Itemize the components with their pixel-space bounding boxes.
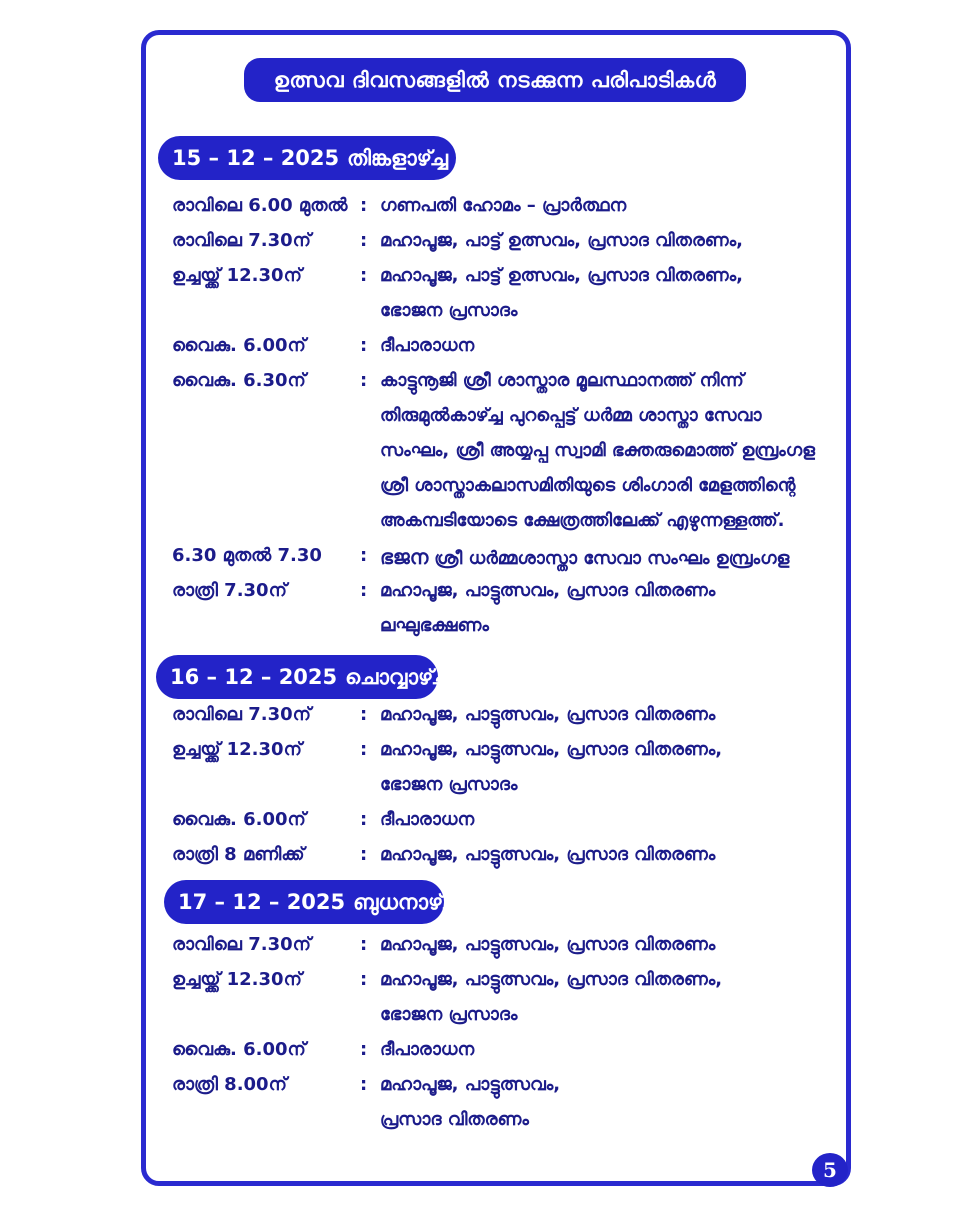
schedule-row [172,844,832,878]
schedule-row [172,545,832,579]
row-colon: : [360,1074,368,1095]
row-desc: ഭോജന പ്രസാദം [380,300,518,321]
schedule-row [172,475,832,509]
row-desc: ദീപാരാധന [380,1039,475,1060]
row-desc: ദീപാരാധന [380,335,475,356]
row-colon: : [360,580,368,601]
row-desc: അകമ്പടിയോടെ ക്ഷേത്രത്തിലേക്ക് എഴുന്നള്ളത്ത്. [380,510,785,531]
day-header-16-12 [156,655,450,699]
row-desc: മഹാപൂജ, പാട്ടുത്സവം, പ്രസാദ വിതരണം [380,580,716,601]
row-colon: : [360,335,368,356]
row-desc: ശ്രീ ശാസ്താകലാസമിതിയുടെ ശിംഗാരി മേളത്തിന്റെ [380,475,796,496]
row-desc: തിരുമുൽകാഴ്ച്ച പുറപ്പെട്ട് ധർമ്മ ശാസ്താ സേവാ [380,405,762,426]
row-time: ഉച്ചയ്ക്ക് 12.30ന് [172,969,302,990]
row-time: രാവിലെ 7.30ന് [172,704,311,725]
schedule-row [172,195,832,229]
row-colon: : [360,1039,368,1060]
row-colon: : [360,739,368,760]
row-time: വൈകു. 6.00ന് [172,1039,306,1060]
row-desc: മഹാപൂജ, പാട്ടുത്സവം, പ്രസാദ വിതരണം [380,704,716,725]
row-desc: ഭോജന പ്രസാദം [380,1004,518,1025]
schedule-row [172,370,832,404]
schedule-row [172,934,832,968]
row-desc: സംഘം, ശ്രീ അയ്യപ്പ സ്വാമി ഭക്തരുമൊത്ത് ഉമ്പ്രംഗള [380,440,815,461]
row-time: ഉച്ചയ്ക്ക് 12.30ന് [172,739,302,760]
schedule-row [172,1039,832,1073]
day-header-15-12 [158,136,456,180]
schedule-row [172,704,832,738]
row-desc: മഹാപൂജ, പാട്ട് ഉത്സവം, പ്രസാദ വിതരണം, [380,230,743,251]
page-number: 5 [812,1153,848,1187]
row-desc: പ്രസാദ വിതരണം [380,1109,529,1130]
row-time: രാത്രി 8.00ന് [172,1074,287,1095]
row-desc: ദീപാരാധന [380,809,475,830]
schedule-row [172,265,832,299]
schedule-row [172,774,832,808]
row-desc: മഹാപൂജ, പാട്ടുത്സവം, [380,1074,561,1095]
schedule-row [172,809,832,843]
row-time: 6.30 മുതൽ 7.30 [172,545,322,566]
schedule-row [172,230,832,264]
row-colon: : [360,370,368,391]
day-weekday: ചൊവ്വാഴ്ച്ച [345,664,450,689]
row-desc: മഹാപൂജ, പാട്ടുത്സവം, പ്രസാദ വിതരണം, [380,969,723,990]
row-time: രാവിലെ 7.30ന് [172,934,311,955]
row-colon: : [360,545,368,566]
day-date: 15 – 12 – 2025 [172,146,340,170]
row-time: വൈകു. 6.00ന് [172,809,306,830]
row-desc-text: ശ്രീ ധർമ്മശാസ്താ സേവാ സംഘം ഉമ്പ്രംഗള [434,548,790,569]
schedule-row [172,335,832,369]
row-time: വൈകു. 6.30ന് [172,370,306,391]
day-date: 16 – 12 – 2025 [170,665,338,689]
row-desc: മഹാപൂജ, പാട്ടുത്സവം, പ്രസാദ വിതരണം [380,934,716,955]
row-desc: മഹാപൂജ, പാട്ട് ഉത്സവം, പ്രസാദ വിതരണം, [380,265,743,286]
schedule-row [172,580,832,614]
row-desc: ലഘുഭക്ഷണം [380,615,489,636]
page-title: ഉത്സവ ദിവസങ്ങളിൽ നടക്കുന്ന പരിപാടികൾ [244,58,746,102]
row-time: രാത്രി 8 മണിക്ക് [172,844,305,865]
row-colon: : [360,969,368,990]
row-time: രാവിലെ 6.00 മുതൽ [172,195,348,216]
schedule-row [172,1004,832,1038]
row-desc: മഹാപൂജ, പാട്ടുത്സവം, പ്രസാദ വിതരണം, [380,739,723,760]
schedule-row [172,300,832,334]
row-desc [380,545,789,569]
row-desc: കാട്ടുനൂജി ശ്രീ ശാസ്താര മൂലസ്ഥാനത്ത് നിന്ന് [380,370,744,391]
row-time: രാവിലെ 7.30ന് [172,230,311,251]
schedule-row [172,405,832,439]
row-desc: ഗണപതി ഹോമം – പ്രാർത്ഥന [380,195,627,216]
row-colon: : [360,809,368,830]
bhajan-label: ഭജന [380,545,429,569]
row-colon: : [360,934,368,955]
schedule-row [172,1109,832,1143]
day-date: 17 – 12 – 2025 [178,890,346,914]
row-colon: : [360,704,368,725]
schedule-row [172,1074,832,1108]
row-colon: : [360,195,368,216]
schedule-row [172,969,832,1003]
row-desc: മഹാപൂജ, പാട്ടുത്സവം, പ്രസാദ വിതരണം [380,844,716,865]
row-desc: ഭോജന പ്രസാദം [380,774,518,795]
schedule-row [172,739,832,773]
row-colon: : [360,844,368,865]
row-colon: : [360,265,368,286]
day-weekday: തിങ്കളാഴ്ച്ച [347,145,448,170]
schedule-row [172,615,832,649]
schedule-row [172,510,832,544]
row-time: വൈകു. 6.00ന് [172,335,306,356]
schedule-row [172,440,832,474]
day-header-17-12 [164,880,460,924]
row-time: രാത്രി 7.30ന് [172,580,287,601]
row-time: ഉച്ചയ്ക്ക് 12.30ന് [172,265,302,286]
row-colon: : [360,230,368,251]
day-weekday: ബുധനാഴ്ച്ച [353,889,460,914]
